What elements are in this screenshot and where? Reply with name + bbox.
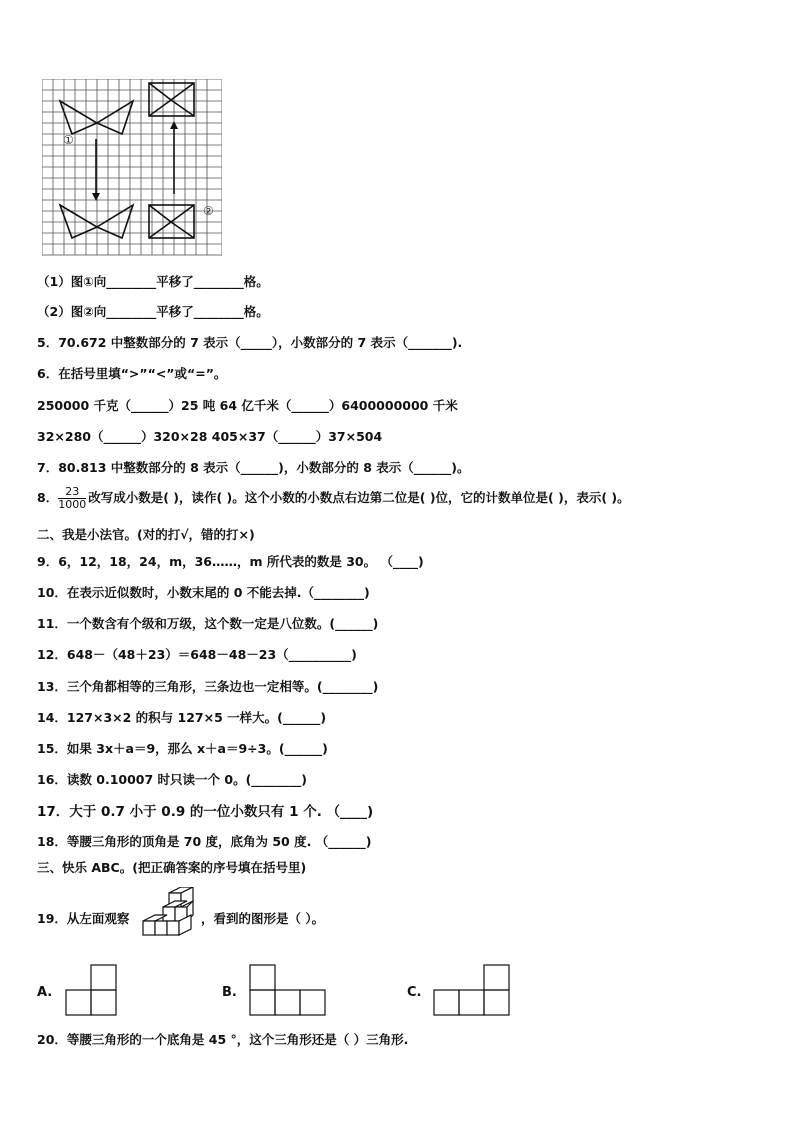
option-b-figure [249, 964, 329, 1018]
option-c-figure [433, 964, 513, 1018]
question-6-row-a: 250000 千克（______）25 吨 64 亿千米（______）6400000000 千米 [37, 398, 458, 413]
translation-grid-figure [42, 79, 222, 256]
question-12: 12．648－（48＋23）＝648－48－23（__________) [37, 647, 357, 662]
section-2-heading: 二、我是小法官。(对的打√，错的打×) [37, 527, 255, 542]
question-6: 6．在括号里填“>”“<”或“=”。 [37, 366, 227, 381]
option-b-label: B. [222, 985, 237, 1000]
question-18: 18．等腰三角形的顶角是 70 度，底角为 50 度. （______) [37, 834, 372, 849]
question-10: 10．在表示近似数时，小数末尾的 0 不能去掉.（________) [37, 585, 370, 600]
fraction [58, 486, 86, 511]
question-17: 17．大于 0.7 小于 0.9 的一位小数只有 1 个. （____) [37, 804, 374, 820]
fraction-denominator: 1000 [58, 498, 87, 511]
question-13: 13．三个角都相等的三角形，三条边也一定相等。(________) [37, 679, 379, 694]
question-20: 20．等腰三角形的一个底角是 45 °，这个三角形还是（ ）三角形. [37, 1032, 409, 1047]
question-8-text: 改写成小数是( )，读作( )。这个小数的小数点右边第二位是( )位，它的计数单位是( )，表示( )。 [88, 490, 630, 505]
question-15: 15．如果 3x＋a＝9，那么 x＋a＝9÷3。(______) [37, 741, 328, 756]
question-6-row-b: 32×280（______）320×28 405×37（______）37×504 [37, 429, 383, 444]
option-a-figure [65, 964, 119, 1018]
question-19-suffix: ，看到的图形是（ ）。 [201, 911, 325, 926]
question-7: 7．80.813 中整数部分的 8 表示（______)，小数部分的 8 表示（______)。 [37, 460, 470, 475]
question-4-1: （1）图①向________平移了________格。 [37, 274, 269, 289]
question-19-prefix: 19．从左面观察 [37, 911, 130, 926]
cube-stack-figure [137, 887, 199, 947]
question-8 [37, 486, 630, 511]
shape-2-label: ② [203, 204, 214, 218]
question-9: 9．6，12，18，24，m，36……，m 所代表的数是 30。 （____) [37, 554, 424, 569]
question-14: 14．127×3×2 的积与 127×5 一样大。(______) [37, 710, 327, 725]
option-a-label: A. [37, 985, 53, 1000]
question-4-2: （2）图②向________平移了________格。 [37, 304, 269, 319]
question-11: 11．一个数含有个级和万级，这个数一定是八位数。(______) [37, 616, 379, 631]
section-3-heading: 三、快乐 ABC。(把正确答案的序号填在括号里) [37, 860, 307, 875]
question-16: 16．读数 0.10007 时只读一个 0。(________) [37, 772, 308, 787]
option-c-label: C. [407, 985, 422, 1000]
fraction-numerator: 23 [58, 486, 86, 499]
question-8-prefix: 8． [37, 490, 59, 505]
shape-1-label: ① [63, 133, 74, 147]
question-5: 5．70.672 中整数部分的 7 表示（_____），小数部分的 7 表示（_______). [37, 335, 463, 350]
